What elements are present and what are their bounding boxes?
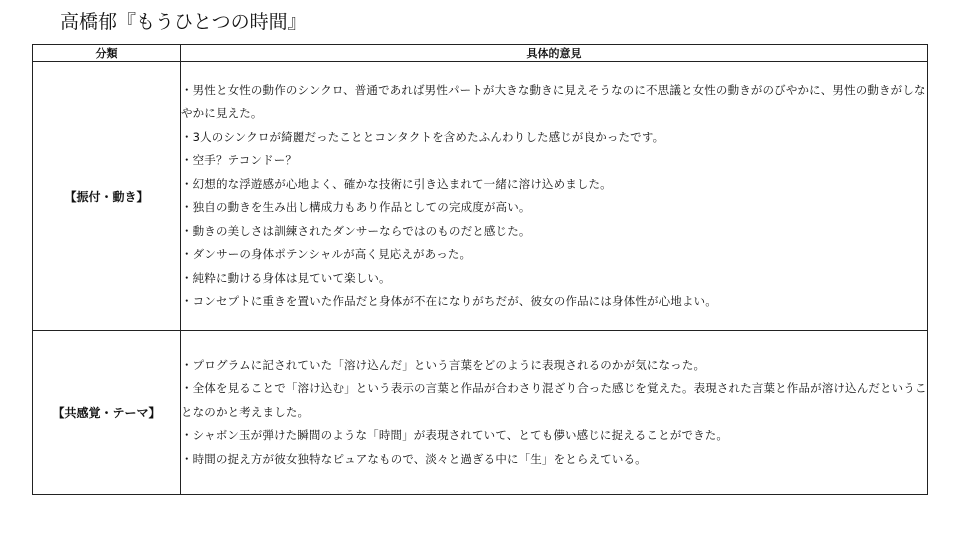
comment-item: ・独自の動きを生み出し構成力もあり作品としての完成度が高い。 <box>181 200 531 214</box>
comment-item: ・ダンサーの身体ポテンシャルが高く見応えがあった。 <box>181 247 472 261</box>
comment-item: ・幻想的な浮遊感が心地よく、確かな技術に引き込まれて一緒に溶け込めました。 <box>181 176 612 191</box>
comment-item: ・空手？テコンドー？ <box>181 153 298 167</box>
category-cell: 【振付・動き】 <box>33 62 181 331</box>
opinions-cell <box>181 62 928 331</box>
comment-item: ・コンセプトに重きを置いた作品だと身体が不在になりがちだが、彼女の作品には身体性が心地よい。 <box>181 294 717 308</box>
comment-item: ・シャボン玉が弾けた瞬間のような「時間」が表現されていて、とても儚い感じに捉えることができた。 <box>181 428 729 443</box>
comment-item: ・時間の捉え方が彼女独特なピュアなもので、淡々と過ぎる中に「生」をとらえている。 <box>181 451 647 466</box>
table-row-choreography <box>33 62 928 331</box>
comment-item: ・動きの美しさは訓練されたダンサーならではのものだと感じた。 <box>181 223 531 238</box>
feedback-table <box>32 44 928 495</box>
comment-item: ・男性と女性の動作のシンクロ、普通であれば男性パートが大きな動きに見えそうなのに不思議と女性の動きがのびやかに、男性の動きがしなやかに見えた。 <box>181 82 926 120</box>
comment-item: ・3人のシンクロが綺麗だったこととコンタクトを含めたふんわりした感じが良かったです。 <box>181 129 665 144</box>
comment-list <box>181 79 927 314</box>
comment-list <box>181 354 927 472</box>
table-row-theme <box>33 331 928 495</box>
comment-item: ・全体を見ることで「溶け込む」という表示の言葉と作品が合わさり混ざり合った感じを覚えた。表現された言葉と作品が溶け込んだということなのかと考えました。 <box>181 381 927 419</box>
opinions-cell <box>181 331 928 495</box>
page-title: 高橋郁『もうひとつの時間』 <box>60 11 307 33</box>
table-header-row <box>33 45 928 62</box>
category-cell: 【共感覚・テーマ】 <box>33 331 181 495</box>
opinion-column-header: 具体的意見 <box>181 45 928 62</box>
comment-item: ・純粋に動ける身体は見ていて楽しい。 <box>181 270 391 285</box>
category-column-header: 分類 <box>33 45 181 62</box>
comment-item: ・プログラムに記されていた「溶け込んだ」という言葉をどのように表現されるのかが気になった。 <box>181 357 706 372</box>
